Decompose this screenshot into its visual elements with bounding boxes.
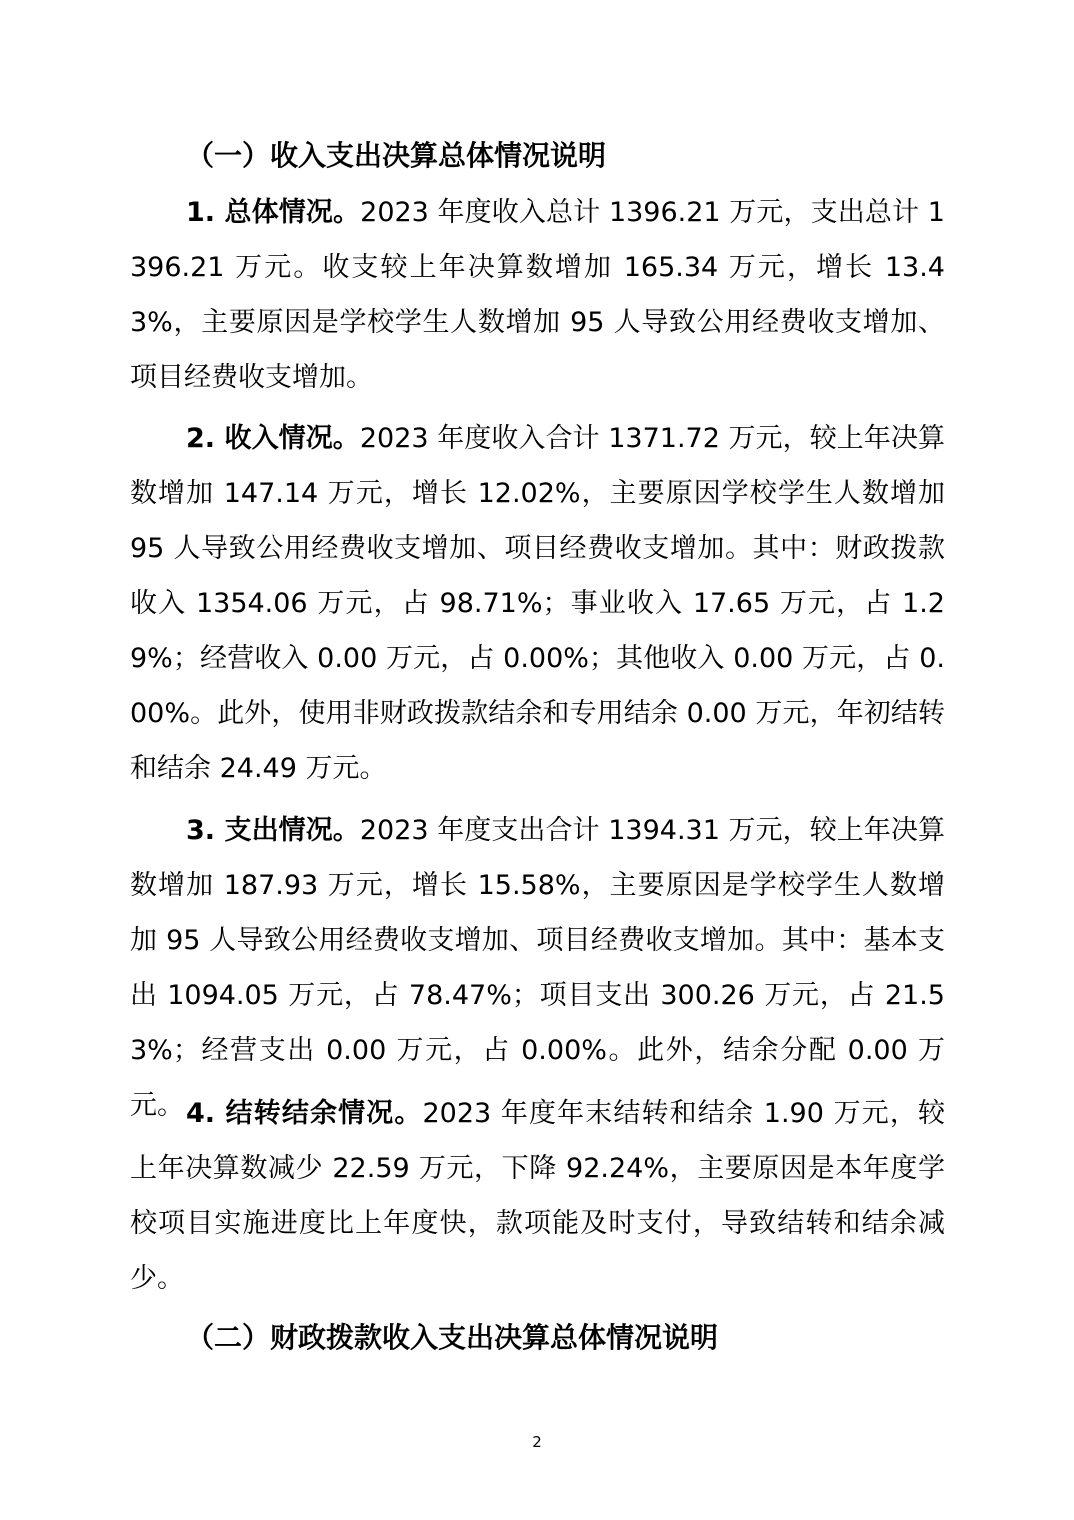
section-heading-fiscal: （二）财政拨款收入支出决算总体情况说明 [186, 1321, 719, 1354]
paragraph-lead: 4. 结转结余情况。 [186, 1098, 423, 1129]
paragraph-lead: 1. 总体情况。 [186, 197, 361, 228]
paragraph-body: 2023 年度收入总计 1396.21 万元，支出总计 1396.21 万元。收支较上年决算数增加 165.34 万元，增长 13.43%，主要原因是学校学生人数增加 95 人导致公用经费收支增加、项目经费收支增加。 [130, 197, 945, 393]
section-heading-overall: （一）收入支出决算总体情况说明 [186, 139, 607, 172]
paragraph-carryover [130, 1086, 945, 1306]
paragraph-income [130, 411, 945, 796]
paragraph-lead: 3. 支出情况。 [186, 815, 360, 846]
paragraph-body: 2023 年度收入合计 1371.72 万元，较上年决算数增加 147.14 万元，增长 12.02%，主要原因学校学生人数增加 95 人导致公用经费收支增加、项目经费收支增加。其中：财政拨款收入 1354.06 万元，占 98.71%；事业收入 17.65 万元，占 1.29%；经营收入 0.00 万元，占 0.00%；其他收入 0.00 万元，占 0.00%。此外，使用非财政拨款结余和专用结余 0.00 万元，年初结转和结余 24.49 万元。 [130, 423, 945, 784]
paragraph-body: 2023 年度支出合计 1394.31 万元，较上年决算数增加 187.93 万元，增长 15.58%，主要原因是学校学生人数增加 95 人导致公用经费收支增加、项目经费收支增加。其中：基本支出 1094.05 万元，占 78.47%；项目支出 300.26 万元，占 21.53%；经营支出 0.00 万元，占 0.00%。此外，结余分配 0.00 万元。 [130, 815, 945, 1121]
paragraph-overall [130, 185, 945, 405]
page-number: 2 [532, 1433, 542, 1451]
paragraph-expenditure [130, 803, 945, 1133]
paragraph-lead: 2. 收入情况。 [186, 423, 360, 454]
paragraph-body: 2023 年度年末结转和结余 1.90 万元，较上年决算数减少 22.59 万元，下降 92.24%，主要原因是本年度学校项目实施进度比上年度快，款项能及时支付，导致结转和结余减少。 [130, 1098, 945, 1294]
